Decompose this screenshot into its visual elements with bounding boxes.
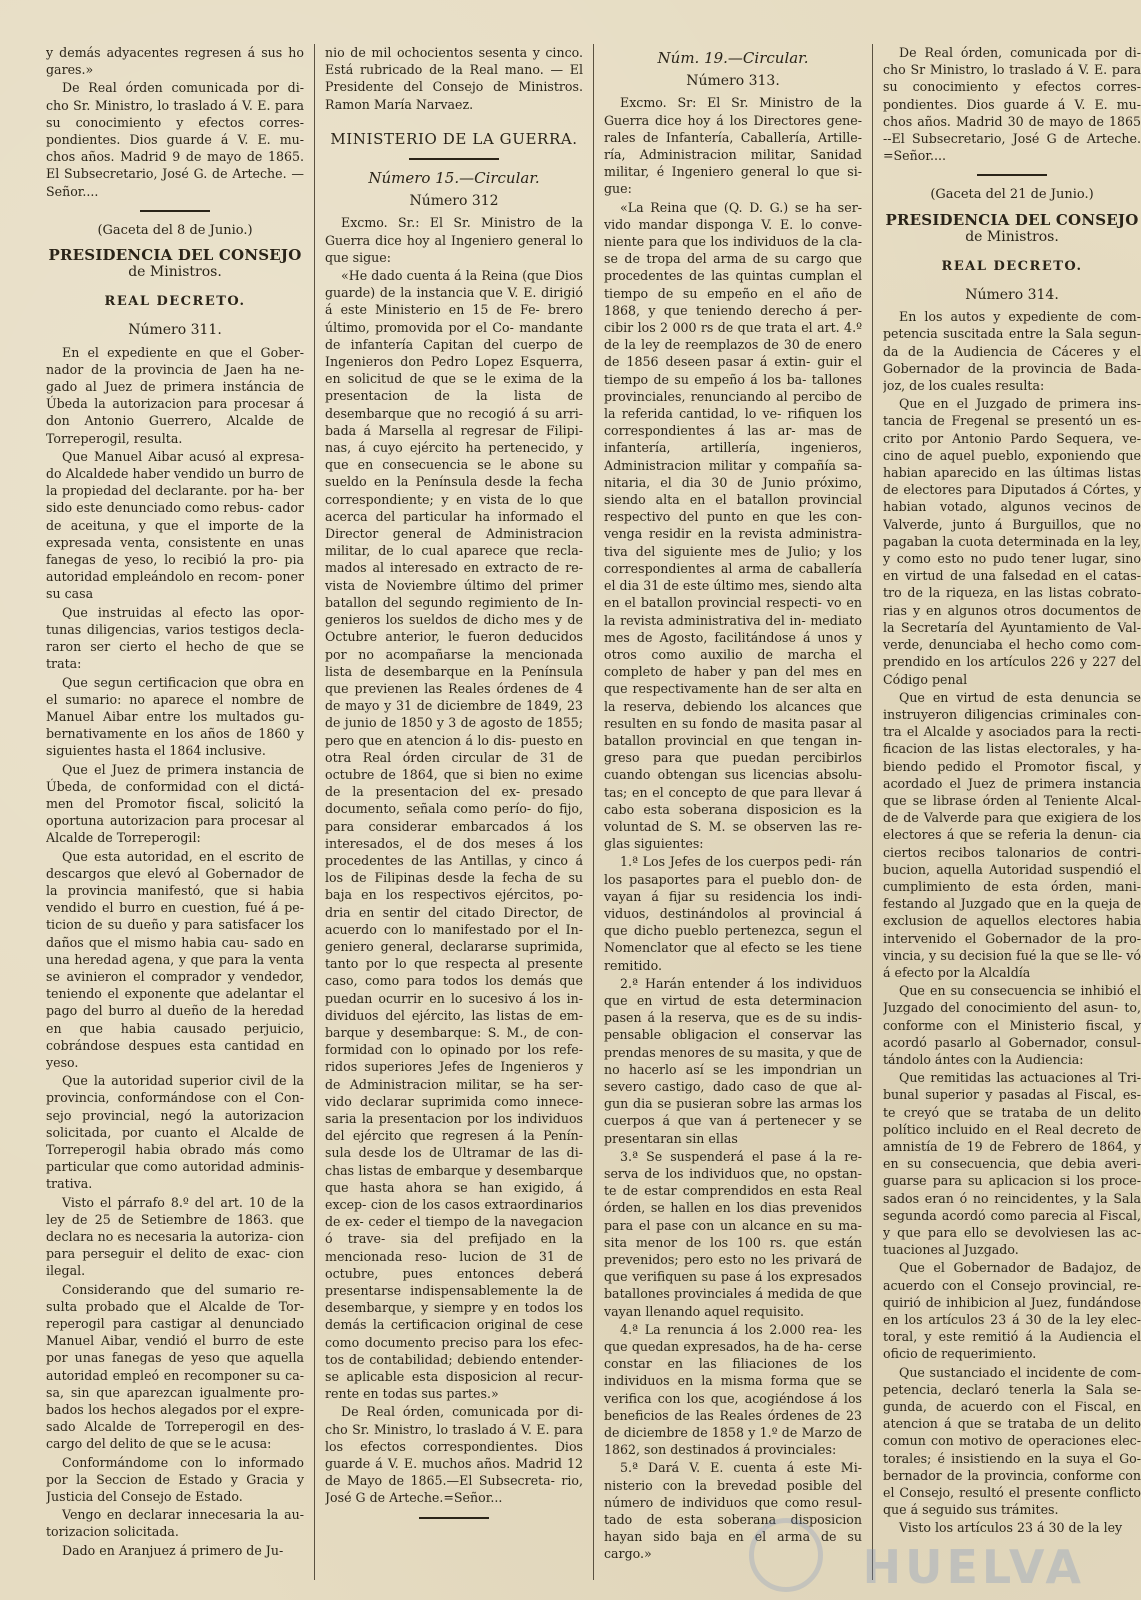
paragraph: Excmo. Sr: El Sr. Ministro de la Guerra dice hoy á los Directores gene- rales de Infantería, Caballería, Artille- ría, Administracion militar, Sanidad militar, é Ingeniero general lo que si- gue: (604, 95, 862, 197)
watermark-shield-icon (749, 1518, 823, 1592)
circular-number: Número 312 (409, 193, 499, 210)
ministry-heading: MINISTERIO DE LA GUERRA. (330, 129, 578, 148)
paragraph: Que esta autoridad, en el escrito de descargos que elevó al Gobernador de la provincia manifestó, que si habia vendido el burro en cuestion, fué á pe- ticion de su dueño y para satisfacer los daños que el mismo habia cau- sado en una heredad agena, y que para la venta se avinieron el comprador y vendedor, teniendo el exponente que adelantar el pago del burro al dueño de la heredad en que habia causado perjuicio, cobrándose despues esta cantidad en yeso. (46, 848, 304, 1070)
watermark: HUELVA (862, 1540, 1085, 1594)
paragraph: Que Manuel Aibar acusó al expresa- do Alcaldede haber vendido un burro de la propiedad del declarante. por ha- ber sido este denunciado como rebus- cador de aceituna, y que el importe de la expresada venta, consistente en unas fanegas de yeso, lo recibió la pro- pia autoridad empleándolo en recom- poner su casa (46, 448, 304, 602)
paragraph: Que instruidas al efecto las opor- tunas diligencias, varios testigos decla- raron ser cierto el hecho de que se trata: (46, 604, 304, 672)
section-divider (409, 158, 499, 160)
section-heading: PRESIDENCIA DEL CONSEJO (885, 210, 1139, 229)
decree-title: REAL DECRETO. (104, 294, 246, 310)
paragraph: Que la autoridad superior civil de la provincia, conformándose con el Con- sejo provincial, negó la autorizacion solicitada, por cuanto el Alcalde de Torreperogil habia obrado más como particular que como autoridad adminis- trativa. (46, 1073, 304, 1192)
paragraph: 3.ª Se suspenderá el pase á la re- serva de los individuos que, no opstan- te de estar comprendidos en esta Real órden, se hallen en los dias prevenidos para el pase con un alcance en su ma- sita menor de los 100 rs. que están prevenidos; pero esto no les privará de que verifiquen su pase á los expresados batallones provinciales á medida de que vayan llenando aquel requisito. (604, 1148, 862, 1319)
decree-number: Número 311. (128, 322, 222, 339)
paragraph: Que remitidas las actuaciones al Tri- bunal superior y pasadas al Fiscal, es- te creyó que se trataba de un delito político incluido en el Real decreto de amnistía de 19 de Febrero de 1864, y en su consecuencia, que debia averi- guarse para su aplicacion si los proce- sados eran ó no reincidentes, y la Sala segunda acordó como parecia al Fiscal, y que para ello se devolviesen las ac- tuaciones al Juzgado. (883, 1070, 1141, 1258)
paragraph: Considerando que del sumario re- sulta probado que el Alcalde de Tor- reperogil para castigar al denunciado Manuel Aibar, vendió el burro de este por unas fanegas de yeso que aquella autoridad empleó en recomponer su ca- sa, sin que aparezcan igualmente pro- bados los hechos alegados por el expre- sado Alcalde de Torreperogil en des- cargo del delito de que se le acusa: (46, 1281, 304, 1452)
paragraph: Que segun certificacion que obra en el sumario: no aparece el nombre de Manuel Aibar entre los multados gu- bernativamente en los años de 1860 y siguientes hasta el 1864 inclusive. (46, 674, 304, 759)
paragraph: 2.ª Harán entender á los individuos que en virtud de esta determinacion pasen á la reserva, que es de su indis- pensable obligacion el conservar las prendas menores de su masita, y que de no hacerlo así se les impondrian un severo castigo, dado caso de que al- gun dia se pusieran sobre las armas los cuerpos á que van á pertenecer y se presentaran sin ellas (604, 975, 862, 1146)
paragraph: En los autos y expediente de com- petencia suscitada entre la Sala segun- da de la Audiencia de Cáceres y el Gobernador de la provincia de Bada- joz, de los cuales resulta: (883, 309, 1141, 394)
column-3 (604, 44, 862, 1580)
paragraph: De Real órden, comunicada por di- cho Sr. Ministro, lo traslado á V. E. para los efectos correspondientes. Dios guarde á V. E. muchos años. Madrid 12 de Mayo de 1865.—El Subsecreta- rio, José G de Arteche.=Señor... (325, 1404, 583, 1506)
paragraph: De Real órden comunicada por di- cho Sr. Ministro, lo traslado á V. E. para su conocimiento y efectos corres- pondientes. Dios guarde á V. E. mu- chos años. Madrid 9 de mayo de 1865. El Subsecretario, José G. de Arteche. —Señor.... (46, 80, 304, 199)
paragraph: Dado en Aranjuez á primero de Ju- (62, 1542, 284, 1558)
section-divider (419, 1517, 489, 1519)
section-subheading: de Ministros. (128, 264, 222, 281)
paragraph: Que en el Juzgado de primera ins- tancia de Fregenal se presentó un es- crito por Antonio Pardo Sequera, ve- cino de aquel pueblo, exponiendo que habian aparecido en las últimas listas de electores para Diputados á Córtes, y habian votado, algunos vecinos de Valverde, junto á Burguillos, que no pagaban la cuota determinada en la ley, y como esto no pudo tener lugar, sino en virtud de una falsedad en el catas- tro de la riqueza, en las listas cobrato- rias y en algunos otros documentos de la Secretaría del Ayuntamiento de Val- verde, denunciaba el hecho como com- prendido en los artículos 226 y 227 del Código penal (883, 396, 1141, 687)
paragraph: De Real órden, comunicada por di- cho Sr Ministro, lo traslado á V. E. para su conocimiento y efectos corres- pondientes. Dios guarde á V. E. mu- chos años. Madrid 30 de mayo de 1865 --El Subsecretario, José G de Arteche. =Señor.... (883, 45, 1141, 164)
section-divider (977, 174, 1047, 176)
column-4 (883, 44, 1141, 1580)
section-subheading: de Ministros. (965, 228, 1059, 245)
paragraph: Visto el párrafo 8.º del art. 10 de la ley de 25 de Setiembre de 1863. que declara no es necesaria la autoriza- cion para perseguir el delito de exac- cion ilegal. (46, 1194, 304, 1279)
section-divider (140, 210, 210, 212)
gazette-date: (Gaceta del 8 de Junio.) (97, 222, 253, 238)
paragraph: «He dado cuenta á la Reina (que Dios guarde) de la instancia que V. E. dirigió á este Ministerio en 15 de Fe- brero último, promovida por el Co- mandante de infantería Capitan del cuerpo de Ingenieros don Pedro Lopez Esquerra, en solicitud de que se le exima de la presentacion de la lista de desembarque que no recogió á su arri- bada á Marsella al regresar de Filipi- nas, á cuyo ejército ha pertenecido, y que en consecuencia se le abone su sueldo en la Península desde la fecha correspondiente; y en vista de lo que acerca del particular ha informado el Director general de Administracion militar, de lo cual aparece que recla- mados al interesado en extracto de re- vista de Noviembre último del primer batallon del segundo regimiento de In- genieros los sueldos de dicho mes y de Octubre anterior, le fueron deducidos por no acompañarse la mencionada lista de desembarque en la Península que previenen las Reales órdenes de 4 de mayo y 31 de diciembre de 1849, 23 de junio de 1850 y 3 de agosto de 1855; pero que en atencion á lo dis- puesto en otra Real órden circular de 31 de octubre de 1864, que si bien no exime de la presentacion del ex- presado documento, señala como perío- do fijo, para considerar embarcados á los interesados, el de dos meses á los procedentes de las Antillas, y cinco á los de Filipinas desde la fecha de su baja en los respectivos ejércitos, po- dria en sentir del citado Director, de acuerdo con lo manifestado por el In- geniero general, declararse suprimida, tanto por lo que respecta al presente caso, como para todos los demás que puedan ocurrir en lo sucesivo á los in- dividuos del ejército, las listas de em- barque y desembarque: S. M., de con- formidad con lo opinado por los refe- ridos superiores Jefes de Ingenieros y de Administracion militar, se ha ser- vido declarar suprimida como innece- saria la presentacion por los individuos del ejército que regresen á la Penín- sula desde los de Ultramar de las di- chas listas de embarque y desembarque que hasta ahora se han exigido, á excep- cion de los casos extraordinarios de ex- ceder el tiempo de la navegacion ó trave- sia del prefijado en la mencionada reso- lucion de 31 de octubre, pues entonces deberá presentarse indispensablemente la de desembarque, y siempre y en todos los demás la certificacion original de cese como documento preciso para los efec- tos de contabilidad; debiendo entender- se aplicable esta disposicion al recur- rente en todas sus partes.» (325, 268, 583, 1402)
paragraph: 5.ª Dará V. E. cuenta á este Mi- nisterio con la brevedad posible del número de individuos que como resul- tado de esta soberana disposicion hayan sido baja en el arma de su cargo.» (604, 1460, 862, 1562)
paragraph: Vengo en declarar innecesaria la au- torizacion solicitada. (46, 1507, 304, 1540)
paragraph: Excmo. Sr.: El Sr. Ministro de la Guerra dice hoy al Ingeniero general lo que sigue: (325, 215, 583, 265)
paragraph: Visto los artículos 23 á 30 de la ley (899, 1520, 1123, 1536)
paragraph: Que en su consecuencia se inhibió el Juzgado del conocimiento del asun- to, conforme con el Ministerio fiscal, y acordó pasarlo al Gobernador, consul- tándolo ántes con la Audiencia: (883, 983, 1141, 1067)
circular-title: Núm. 19.—Circular. (657, 49, 809, 67)
section-heading: PRESIDENCIA DEL CONSEJO (48, 246, 302, 265)
paragraph: «La Reina que (Q. D. G.) se ha ser- vido mandar disponga V. E. lo conve- niente para que los individuos de la cla- se de tropa del arma de su cargo que procedentes de las quintas cumplan el tiempo de su empeño en el año de 1868, y que teniendo derecho á per- cibir los 2 000 rs de que trata el art. 4.º de la ley de reemplazos de 30 de enero de 1856 deseen pasar á extin- guir el tiempo de su empeño á los ba- tallones provinciales, renunciando al percibo de la referida cantidad, lo ve- rifiquen los correspondientes á las ar- mas de infantería, artillería, ingenieros, Administracion militar y compañía sa- nitaria, el dia 30 de Junio próximo, siendo alta en el batallon provincial respectivo del punto en que les con- venga residir en la revista administra- tiva del siguiente mes de Julio; y los correspondientes al arma de caballería el dia 31 de este último mes, siendo alta en el batallon provincial respecti- vo en la revista administrativa del in- mediato mes de Agosto, facilitándose á unos y otros como auxilio de marcha el completo de haber y pan del mes en que respectivamente han de ser alta en la reserva, debiendo los alcances que resulten en su fondo de masita pasar al batallon provincial en que tengan in- greso para que puedan percibirlos cuando obtengan sus licencias absolu- tas; en el concepto de que para llevar á cabo esta soberana disposicion es la voluntad de S. M. se observen las re- glas siguientes: (604, 199, 862, 852)
paragraph: 4.ª La renuncia á los 2.000 rea- les que quedan expresados, ha de ha- cerse constar en las filiaciones de los individuos en la misma forma que se verifica con los que, acogiéndose á los beneficios de las Reales órdenes de 23 de diciembre de 1858 y 1.º de Marzo de 1862, son destinados á provinciales: (604, 1321, 862, 1458)
column-2 (325, 44, 583, 1580)
paragraph: Que el Juez de primera instancia de Úbeda, de conformidad con el dictá- men del Promotor fiscal, solicitó la oportuna autorizacion para procesar al Alcalde de Torreperogil: (46, 761, 304, 846)
column-rule (872, 44, 873, 1580)
paragraph: Que en virtud de esta denuncia se instruyeron diligencias criminales con- tra el Alcalde y asociados para la recti- ficacion de las listas electorales, y ha- biendo pedido el Promotor fiscal, y acordado el Juez de primera instancia que se librase órden al Teniente Alcal- de de Valverde para que exigiera de los electores á que se referia la denun- cia ciertos recibos talonarios de contri- bucion, aquella Autoridad suspendió el cumplimiento de esta órden, mani- festando al Juzgado que en la queja de exclusion de aquellos electores habia intervenido el Gobernador de la pro- vincia, y su decision fué la que se lle- vó á efecto por la Alcaldía (883, 689, 1141, 980)
decree-title: REAL DECRETO. (941, 258, 1083, 274)
column-rule (593, 44, 594, 1580)
paragraph: 1.ª Los Jefes de los cuerpos pedi- rán los pasaportes para el pueblo don- de vayan á fijar su residencia los indi- viduos, destinándolos al provincial á que dicho pueblo pertenezca, segun el Nomenclator que al efecto se les tiene remitido. (604, 854, 862, 973)
paragraph: Conformándome con lo informado por la Seccion de Estado y Gracia y Justicia del Consejo de Estado. (46, 1454, 304, 1505)
circular-title: Número 15.—Circular. (368, 169, 540, 188)
paragraph: Que sustanciado el incidente de com- petencia, declaró tenerla la Sala se- gunda, de acuerdo con el Fiscal, en atencion á que se trataba de un delito comun con motivo de operaciones elec- torales; é insistiendo en la suya el Go- bernador de la provincia, conforme con el Consejo, resultó el presente conflicto que á seguido sus trámites. (883, 1364, 1141, 1518)
paragraph: Que el Gobernador de Badajoz, de acuerdo con el Consejo provincial, re- quirió de inhibicion al Juez, fundándose en los artículos 23 á 30 de la ley elec- toral, y este remitió á la Audiencia el oficio de requerimiento. (883, 1260, 1141, 1362)
paragraph: nio de mil ochocientos sesenta y cinco. Está rubricado de la Real mano. — El Presidente del Consejo de Ministros. Ramon María Narvaez. (325, 45, 583, 112)
column-1 (46, 44, 304, 1580)
paragraph: y demás adyacentes regresen á sus ho gares.» (46, 45, 304, 78)
paragraph: En el expediente en que el Gober- nador de la provincia de Jaen ha ne- gado al Juez de primera instáncia de Úbeda la autorizacion para procesar á don Antonio Guerrero, Alcalde de Torreperogil, resulta. (46, 344, 304, 446)
gazette-date: (Gaceta del 21 de Junio.) (930, 187, 1094, 203)
circular-number: Número 313. (686, 73, 780, 90)
decree-number: Número 314. (965, 287, 1059, 304)
column-rule (314, 44, 315, 1580)
